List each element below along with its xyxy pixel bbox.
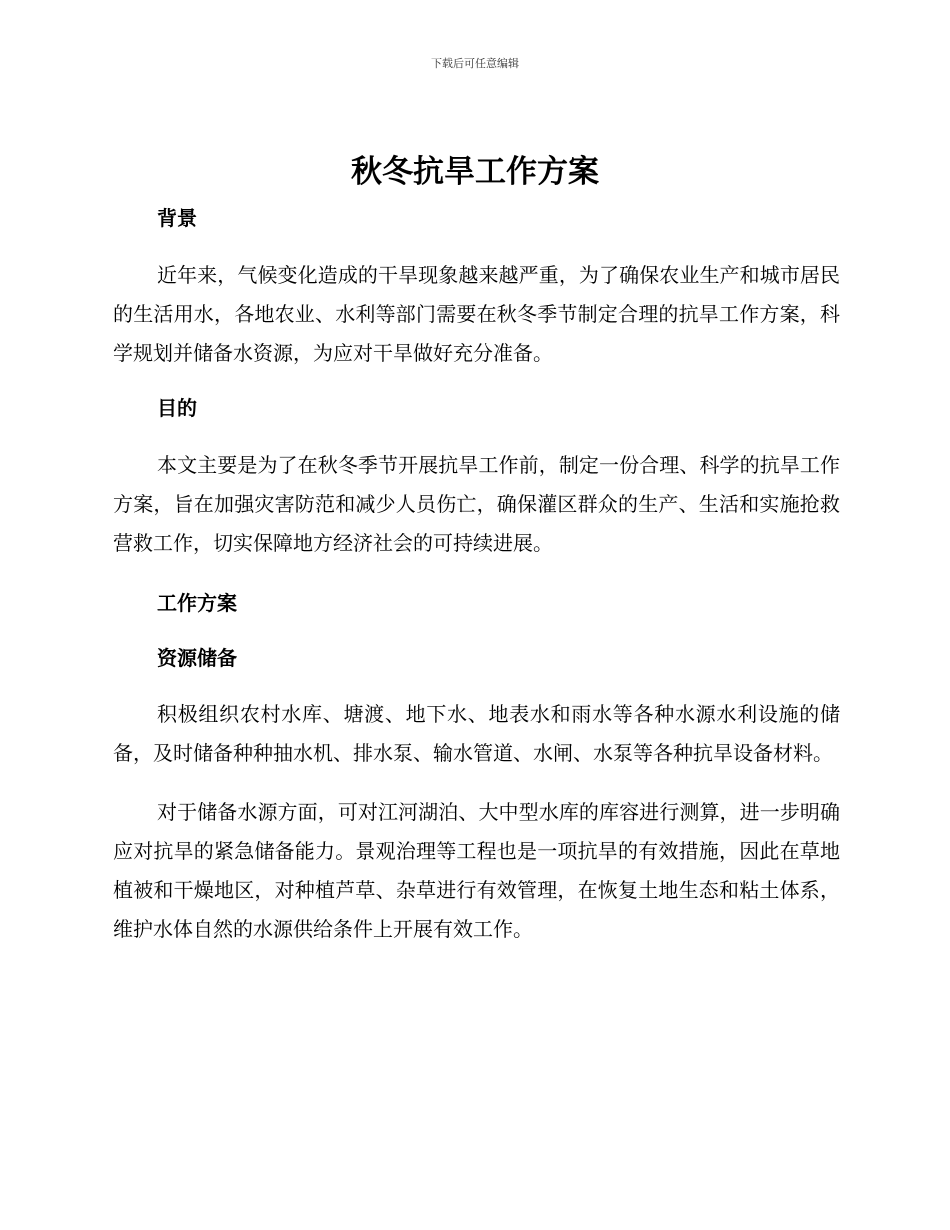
- section-heading-plan: 工作方案: [157, 591, 237, 615]
- document-title: 秋冬抗旱工作方案: [351, 154, 599, 190]
- header-note: 下载后可任意编辑: [431, 57, 519, 70]
- resource-reserve-paragraph-1: 积极组织农村水库、塘渡、地下水、地表水和雨水等各种水源水利设施的储备，及时储备种种抽水机、排水泵、输水管道、水闸、水泵等各种抗旱设备材料。: [113, 702, 840, 765]
- section-heading-resource-reserve: 资源储备: [157, 646, 237, 670]
- resource-reserve-paragraph-2: 对于储备水源方面，可对江河湖泊、大中型水库的库容进行测算，进一步明确应对抗旱的紧急储备能力。景观治理等工程也是一项抗旱的有效措施，因此在草地植被和干燥地区，对种植芦草、杂草进行有效管理，在恢复土地生态和粘土体系，维护水体自然的水源供给条件上开展有效工作。: [113, 800, 840, 941]
- section-heading-purpose: 目的: [157, 396, 197, 420]
- purpose-paragraph: 本文主要是为了在秋冬季节开展抗旱工作前，制定一份合理、科学的抗旱工作方案，旨在加强灾害防范和减少人员伤亡，确保灌区群众的生产、生活和实施抢救营救工作，切实保障地方经济社会的可持续进展。: [113, 453, 840, 555]
- document-body: [113, 203, 840, 949]
- section-heading-background: 背景: [157, 206, 197, 230]
- background-paragraph: 近年来，气候变化造成的干旱现象越来越严重，为了确保农业生产和城市居民的生活用水，各地农业、水利等部门需要在秋冬季节制定合理的抗旱工作方案，科学规划并储备水资源，为应对干旱做好充分准备。: [113, 263, 840, 365]
